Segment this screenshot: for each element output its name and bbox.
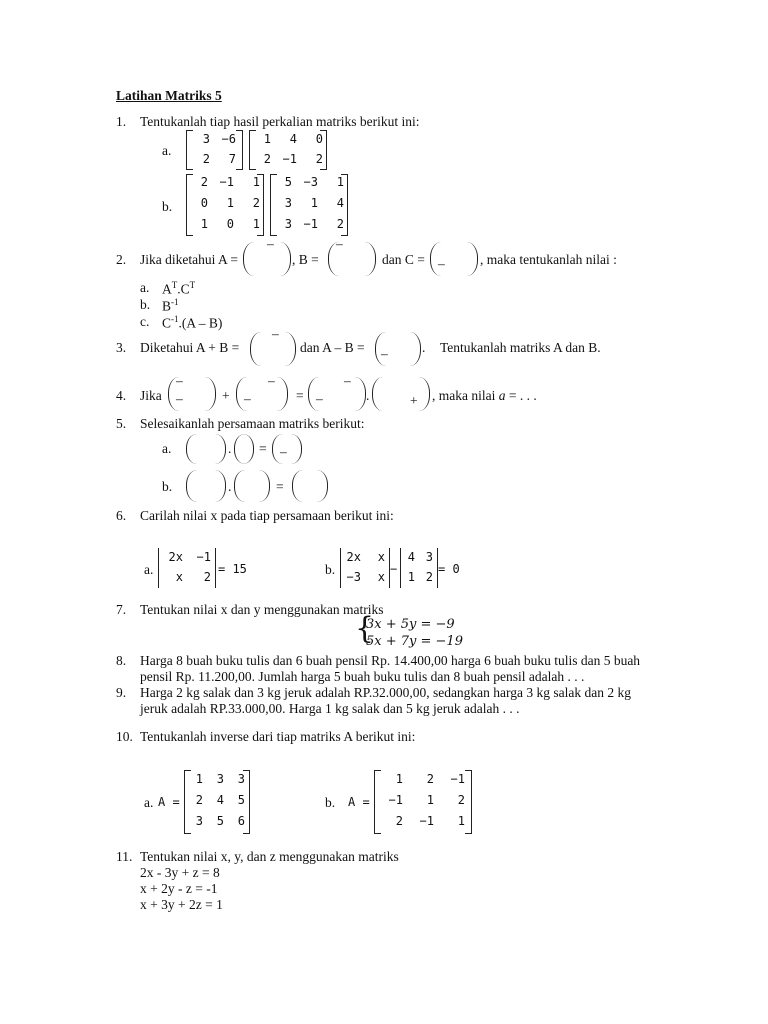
q2-text-d: , maka tentukanlah nilai : xyxy=(480,252,617,267)
q7-text: Tentukan nilai x dan y menggunakan matriks xyxy=(140,602,384,617)
q5-a-label: a. xyxy=(162,441,172,456)
q9-line1: Harga 2 kg salak dan 3 kg jeruk adalah RP.32.000,00, sedangkan harga 3 kg salak dan 2 kg xyxy=(140,685,632,700)
matrix-cell: 1 xyxy=(252,217,260,231)
matrix-cell: 3 xyxy=(284,217,292,231)
matrix-cell: 5 xyxy=(216,814,224,828)
q11-number: 11. xyxy=(116,849,133,864)
matrix-cell: 3 xyxy=(216,772,224,786)
q10-a-lhs: A = xyxy=(158,795,180,809)
q8-line2: pensil Rp. 11.200,00. Jumlah harga 5 buah buku tulis dan 8 buah pensil adalah . . . xyxy=(140,669,585,684)
matrix-cell: 2 xyxy=(203,570,211,584)
matrix-cell: 2 xyxy=(457,793,465,807)
matrix-cell: −1 xyxy=(303,217,318,231)
q9-line2: jeruk adalah RP.33.000,00. Harga 1 kg salak dan 5 kg jeruk adalah . . . xyxy=(140,701,520,716)
matrix-cell: 1 xyxy=(395,772,403,786)
q2-text-c: dan C = xyxy=(382,252,425,267)
q4-equals: = xyxy=(296,388,304,403)
q11-eq3: x + 3y + 2z = 1 xyxy=(140,897,223,912)
q6-text: Carilah nilai x pada tiap persamaan berikut ini: xyxy=(140,508,394,523)
matrix-cell: 2 xyxy=(336,217,344,231)
matrix-cell: 5 xyxy=(284,175,292,189)
matrix-cell: 4 xyxy=(336,196,344,210)
q4-plus: + xyxy=(222,388,230,403)
q2-b-expr: $B^{-1}$ xyxy=(162,297,179,314)
q6-b-minus: − xyxy=(390,562,398,576)
matrix-cell: −1 xyxy=(388,793,403,807)
matrix-cell: 1 xyxy=(200,217,208,231)
q5-a-matrix-2 xyxy=(234,434,254,464)
q5-a-dot: . xyxy=(228,441,232,456)
matrix-cell: −1 xyxy=(196,550,211,564)
matrix-cell: −3 xyxy=(303,175,318,189)
q7-brace: { xyxy=(355,611,375,646)
matrix-cell: 1 xyxy=(457,814,465,828)
q4-matrix-1: – – xyxy=(168,377,216,411)
q10-number: 10. xyxy=(116,729,133,744)
matrix-cell: 2x xyxy=(346,550,361,564)
q2-a-label: a. xyxy=(140,280,150,295)
matrix-cell: −1 xyxy=(419,814,434,828)
q2-text-a: Jika diketahui A = xyxy=(140,252,238,267)
matrix-cell: −3 xyxy=(346,570,361,584)
matrix-cell: 1 xyxy=(263,132,271,146)
matrix-cell: 2 xyxy=(315,152,323,166)
q3-text-d: Tentukanlah matriks A dan B. xyxy=(440,340,601,355)
q7-eq2: 5x + 7y = −19 xyxy=(366,634,463,649)
q1-b-matrix-1 xyxy=(186,174,264,236)
q10-a-label: a. xyxy=(144,795,154,810)
q2-b-label: b. xyxy=(140,297,151,312)
q1-a-label: a. xyxy=(162,143,172,158)
q1-text: Tentukanlah tiap hasil perkalian matriks berikut ini: xyxy=(140,114,420,129)
q2-text-b: , B = xyxy=(292,252,319,267)
matrix-cell: 3 xyxy=(425,550,433,564)
matrix-cell: x xyxy=(175,570,183,584)
q2-a-expr: $A^T.C^T$ xyxy=(162,280,196,297)
matrix-cell: x xyxy=(377,570,385,584)
q5-b-label: b. xyxy=(162,479,173,494)
q9-number: 9. xyxy=(116,685,127,700)
q2-matrix-b: – xyxy=(328,242,376,276)
q8-line1: Harga 8 buah buku tulis dan 6 buah pensil Rp. 14.400,00 harga 6 buah buku tulis dan 5 buah xyxy=(140,653,641,668)
q11-eq2: x + 2y - z = -1 xyxy=(140,881,218,896)
matrix-cell: 4 xyxy=(289,132,297,146)
matrix-cell: −1 xyxy=(219,175,234,189)
q11-text: Tentukan nilai x, y, dan z menggunakan matriks xyxy=(140,849,399,864)
matrix-cell: 2 xyxy=(263,152,271,166)
matrix-cell: −1 xyxy=(282,152,297,166)
q1-number: 1. xyxy=(116,114,127,129)
q1-a-matrix-1 xyxy=(186,130,243,170)
q3-text-b: dan A – B = xyxy=(300,340,365,355)
q4-text-a: Jika xyxy=(140,388,162,403)
q3-number: 3. xyxy=(116,340,127,355)
page-title: Latihan Matriks 5 xyxy=(116,88,222,103)
q1-b-matrix-2 xyxy=(270,174,348,236)
matrix-cell: 3 xyxy=(202,132,210,146)
q4-matrix-4: + xyxy=(372,377,430,411)
matrix-cell: 2 xyxy=(395,814,403,828)
matrix-cell: 4 xyxy=(407,550,415,564)
matrix-cell: 2 xyxy=(425,570,433,584)
q6-a-label: a. xyxy=(144,562,154,577)
q5-b-equals: = xyxy=(276,479,284,494)
matrix-cell: 1 xyxy=(407,570,415,584)
q10-b-matrix xyxy=(374,770,472,834)
q5-text: Selesaikanlah persamaan matriks berikut: xyxy=(140,416,365,431)
matrix-cell: 1 xyxy=(252,175,260,189)
q4-dot: . xyxy=(366,388,370,403)
matrix-cell: 1 xyxy=(336,175,344,189)
q4-matrix-2: – – xyxy=(236,377,288,411)
q1-b-label: b. xyxy=(162,199,173,214)
matrix-cell: 1 xyxy=(195,772,203,786)
q10-a-matrix xyxy=(184,770,250,834)
matrix-cell: 3 xyxy=(284,196,292,210)
q3-matrix-diff: – xyxy=(375,332,421,366)
q2-matrix-a: – xyxy=(243,242,291,276)
q4-text-e: , maka nilai a = . . . xyxy=(432,388,537,403)
q5-b-matrix-3 xyxy=(292,470,328,502)
q2-c-label: c. xyxy=(140,314,150,329)
matrix-cell: 2 xyxy=(200,175,208,189)
q10-b-lhs: A = xyxy=(348,795,370,809)
matrix-cell: 4 xyxy=(216,793,224,807)
q3-matrix-sum: – xyxy=(250,332,296,366)
matrix-cell: 2x xyxy=(168,550,183,564)
matrix-cell: 1 xyxy=(310,196,318,210)
q6-number: 6. xyxy=(116,508,127,523)
q5-b-dot: . xyxy=(228,479,232,494)
q5-b-matrix-2 xyxy=(234,470,270,502)
matrix-cell: 6 xyxy=(237,814,245,828)
matrix-cell: 3 xyxy=(237,772,245,786)
matrix-cell: 7 xyxy=(228,152,236,166)
matrix-cell: 1 xyxy=(226,196,234,210)
q6-b-label: b. xyxy=(325,562,336,577)
q1-a-matrix-2 xyxy=(249,130,327,170)
matrix-cell: 0 xyxy=(200,196,208,210)
matrix-cell: 2 xyxy=(195,793,203,807)
q8-number: 8. xyxy=(116,653,127,668)
q2-matrix-c: – xyxy=(430,242,478,276)
q5-a-matrix-3: – xyxy=(272,434,302,464)
q6-b-determinant-1 xyxy=(340,548,390,588)
q7-number: 7. xyxy=(116,602,127,617)
q6-b-rhs: = 0 xyxy=(438,562,460,576)
q6-b-determinant-2 xyxy=(400,548,438,588)
q7-eq1: 3x + 5y = −9 xyxy=(366,617,455,632)
matrix-cell: 2 xyxy=(202,152,210,166)
matrix-cell: 0 xyxy=(315,132,323,146)
q5-a-matrix-1 xyxy=(186,434,226,464)
matrix-cell: 2 xyxy=(426,772,434,786)
q3-text-a: Diketahui A + B = xyxy=(140,340,240,355)
q4-matrix-3: – – xyxy=(308,377,366,411)
q5-number: 5. xyxy=(116,416,127,431)
q6-a-determinant xyxy=(158,548,216,588)
q3-text-c: . xyxy=(422,340,426,355)
matrix-cell: 0 xyxy=(226,217,234,231)
q6-a-rhs: = 15 xyxy=(218,562,247,576)
matrix-cell: 5 xyxy=(237,793,245,807)
matrix-cell: −1 xyxy=(450,772,465,786)
matrix-cell: −6 xyxy=(221,132,236,146)
q11-eq1: 2x - 3y + z = 8 xyxy=(140,865,220,880)
matrix-cell: x xyxy=(377,550,385,564)
matrix-cell: 1 xyxy=(426,793,434,807)
q2-number: 2. xyxy=(116,252,127,267)
q10-text: Tentukanlah inverse dari tiap matriks A berikut ini: xyxy=(140,729,416,744)
q4-number: 4. xyxy=(116,388,127,403)
q2-c-expr: $C^{-1}.(A - B)$ xyxy=(162,314,223,331)
q10-b-label: b. xyxy=(325,795,336,810)
matrix-cell: 2 xyxy=(252,196,260,210)
matrix-cell: 3 xyxy=(195,814,203,828)
q5-a-equals: = xyxy=(259,441,267,456)
q5-b-matrix-1 xyxy=(186,470,226,502)
